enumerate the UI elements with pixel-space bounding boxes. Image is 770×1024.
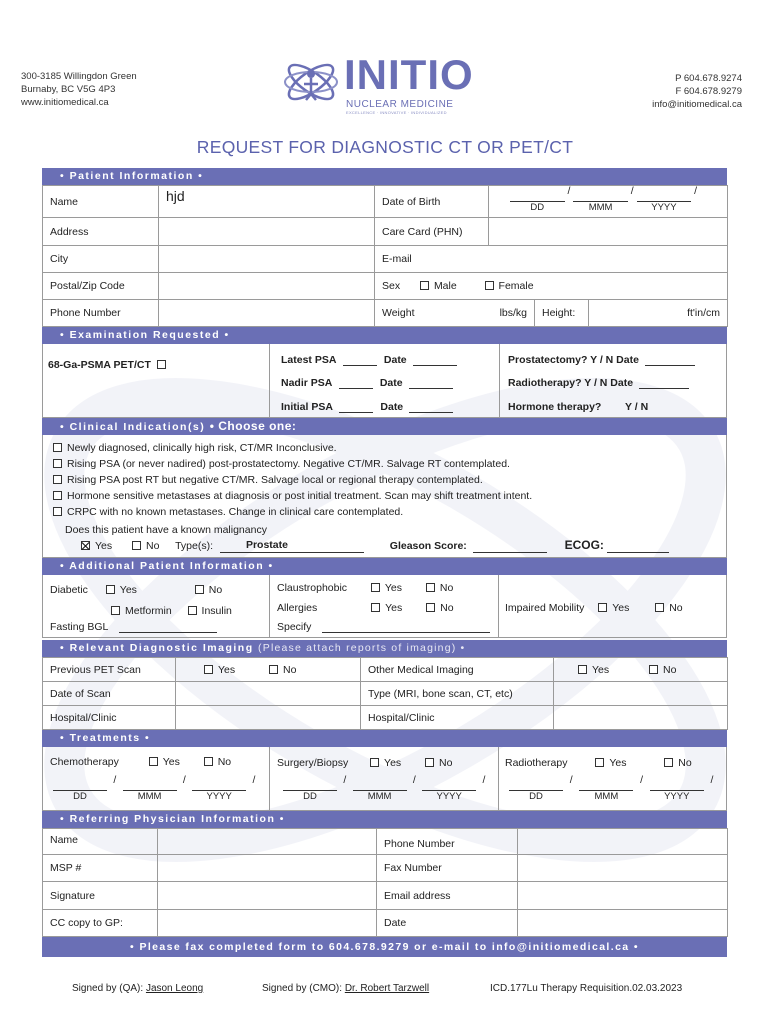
date-scan-field[interactable] [176, 682, 361, 706]
malignancy-row [81, 538, 726, 553]
hospital-field[interactable] [176, 706, 361, 730]
section-additional-patient-information: • Additional Patient Information • [42, 558, 727, 575]
gleason-field[interactable] [473, 552, 547, 553]
height-label: Height: [542, 307, 576, 319]
clinical-option-5-label: CRPC with no known metastases. Change in clinical care contemplated. [67, 506, 404, 518]
clinical-option-5-checkbox[interactable] [53, 507, 62, 516]
diabetic-no-checkbox[interactable] [195, 585, 204, 594]
initial-psa-row[interactable] [281, 401, 453, 413]
radio-row [505, 757, 692, 769]
patient-name-field[interactable]: hjd [159, 186, 375, 218]
qa-name: Jason Leong [145, 983, 204, 994]
chemo-yes-label: Yes [162, 756, 180, 768]
hormone-row[interactable] [508, 401, 648, 413]
referring-table [42, 828, 728, 937]
female-label: Female [498, 280, 534, 292]
diabetic-yes-label: Yes [119, 584, 137, 596]
treatments-box [42, 747, 727, 811]
other-imaging-yes-checkbox[interactable] [578, 665, 587, 674]
ref-name-field[interactable] [158, 829, 377, 855]
section-referring-physician: • Referring Physician Information • [42, 811, 727, 828]
male-label: Male [433, 280, 457, 292]
fasting-row[interactable] [50, 621, 217, 633]
email-label[interactable]: E-mail [375, 246, 728, 273]
mobility-yes-checkbox[interactable] [598, 603, 607, 612]
radiotherapy-row[interactable] [508, 377, 689, 389]
types-field[interactable]: Prostate [220, 538, 364, 553]
fax-number: F 604.678.9279 [675, 86, 742, 97]
clinical-option-1[interactable] [53, 440, 726, 456]
carecard-field[interactable] [489, 218, 728, 246]
clinical-option-1-checkbox[interactable] [53, 443, 62, 452]
clinical-section-title: • Clinical Indication(s) [60, 421, 206, 433]
clinical-option-4-checkbox[interactable] [53, 491, 62, 500]
prev-pet-yes-label: Yes [218, 663, 236, 676]
claustro-yes-checkbox[interactable] [371, 583, 380, 592]
dob-mmm-label: MMM [588, 201, 613, 213]
footer-cmo [262, 983, 429, 994]
footer-qa [72, 983, 203, 994]
postal-label: Postal/Zip Code [43, 273, 159, 300]
weight-label: Weight [382, 307, 415, 319]
psma-checkbox[interactable] [157, 360, 166, 369]
logo-subtitle: NUCLEAR MEDICINE [346, 99, 454, 110]
latest-psa-date-label: Date [383, 354, 407, 366]
exam-test-label: 68-Ga-PSMA PET/CT [48, 359, 151, 371]
surgery-date[interactable]: DD / MMM / YYYY / [283, 780, 493, 802]
clinical-option-3-checkbox[interactable] [53, 475, 62, 484]
sex-label: Sex [382, 280, 401, 292]
surgery-dd: DD [303, 791, 317, 802]
prostatectomy-row[interactable] [508, 354, 695, 366]
surgery-no-label: No [439, 757, 453, 769]
clinical-option-4[interactable] [53, 488, 726, 504]
female-checkbox[interactable] [485, 281, 494, 290]
mobility-yes-label: Yes [612, 602, 630, 614]
specify-row[interactable] [277, 621, 490, 633]
latest-psa-label: Latest PSA [281, 354, 337, 366]
clinical-option-2-label: Rising PSA (or never nadired) post-prostatectomy. Negative CT/MR. Salvage RT contemplated. [67, 458, 510, 470]
height-unit[interactable]: ft'in/cm [589, 300, 728, 327]
medication-row [111, 605, 232, 617]
address-line-2: Burnaby, BC V5G 4P3 [21, 84, 116, 95]
clinical-option-3[interactable] [53, 472, 726, 488]
clinical-option-4-label: Hormone sensitive metastases at diagnosis or post initial treatment. Scan may shift treatment intent. [67, 490, 533, 502]
surgery-yes-checkbox[interactable] [370, 758, 379, 767]
clinical-option-5[interactable] [53, 504, 726, 520]
section-patient-information: • Patient Information • [42, 168, 727, 185]
prev-pet-yes-checkbox[interactable] [204, 665, 213, 674]
surgery-yes-label: Yes [384, 757, 402, 769]
other-imaging-no-label: No [662, 663, 677, 676]
hormone-yn: Y / N [625, 401, 649, 413]
phone-number: P 604.678.9274 [675, 73, 742, 84]
ref-fax-label: Fax Number [377, 855, 518, 882]
diabetic-yes-checkbox[interactable] [106, 585, 115, 594]
diabetic-no-label: No [208, 584, 223, 596]
page-title: REQUEST FOR DIAGNOSTIC CT OR PET/CT [196, 137, 574, 157]
additional-box [42, 575, 727, 638]
male-checkbox[interactable] [420, 281, 429, 290]
address-line-1: 300-3185 Willingdon Green [21, 71, 137, 82]
ref-date-label: Date [377, 910, 518, 937]
name-label: Name [43, 186, 159, 218]
radio-yyyy: YYYY [664, 791, 690, 802]
website-link[interactable]: www.initiomedical.ca [21, 97, 109, 108]
allergies-row [277, 602, 454, 614]
chemo-mmm: MMM [137, 791, 162, 802]
sex-field [375, 273, 728, 300]
radio-mmm: MMM [594, 791, 619, 802]
ref-email-field[interactable] [518, 882, 728, 910]
hospital-label: Hospital/Clinic [43, 706, 176, 730]
claustro-label: Claustrophobic [277, 582, 348, 594]
claustro-yes-label: Yes [384, 582, 403, 594]
atom-icon [282, 54, 340, 110]
other-hospital-label: Hospital/Clinic [361, 706, 554, 730]
city-label: City [43, 246, 159, 273]
nadir-psa-date-label: Date [379, 377, 403, 389]
hormone-label: Hormone therapy? [508, 401, 602, 413]
weight-field[interactable] [375, 300, 589, 327]
claustro-no-label: No [439, 582, 454, 594]
malignancy-no-label: No [145, 540, 160, 552]
specify-label: Specify [277, 621, 312, 633]
clinical-option-2-checkbox[interactable] [53, 459, 62, 468]
chemo-label: Chemotherapy [50, 756, 119, 768]
allergies-no-checkbox[interactable] [426, 603, 435, 612]
clinic-contact [652, 72, 742, 111]
address-field[interactable] [159, 218, 375, 246]
patient-info-table [42, 185, 728, 327]
ref-email-label: Email address [377, 882, 518, 910]
nadir-psa-row[interactable] [281, 377, 453, 389]
radio-date[interactable]: DD / MMM / YYYY / [509, 780, 721, 802]
cc-label: CC copy to GP: [43, 910, 158, 937]
radio-label: Radiotherapy [505, 757, 568, 769]
radio-no-label: No [678, 757, 692, 769]
msp-field[interactable] [158, 855, 377, 882]
latest-psa-row[interactable] [281, 354, 457, 366]
chemo-yyyy: YYYY [206, 791, 232, 802]
radio-yes-checkbox[interactable] [595, 758, 604, 767]
section-clinical-indications [42, 418, 727, 435]
surgery-mmm: MMM [367, 791, 392, 802]
allergies-yes-checkbox[interactable] [371, 603, 380, 612]
prev-pet-label: Previous PET Scan [43, 658, 176, 682]
types-label: Type(s): [175, 540, 214, 552]
chemo-date[interactable]: DD / MMM / YYYY / [53, 780, 263, 802]
surgery-row [277, 757, 452, 769]
surgery-no-checkbox[interactable] [425, 758, 434, 767]
fax-banner: • Please fax completed form to 604.678.9279 or e-mail to info@initiomedical.ca • [42, 937, 727, 957]
exam-test [48, 359, 171, 371]
dob-label: Date of Birth [375, 186, 489, 218]
phone-label: Phone Number [43, 300, 159, 327]
ref-fax-field[interactable] [518, 855, 728, 882]
msp-label: MSP # [43, 855, 158, 882]
insulin-checkbox[interactable] [188, 606, 197, 615]
other-hospital-field[interactable] [554, 706, 728, 730]
carecard-label: Care Card (PHN) [375, 218, 489, 246]
requisition-form [42, 168, 727, 957]
nadir-psa-label: Nadir PSA [281, 377, 332, 389]
signature-field[interactable] [158, 882, 377, 910]
mobility-no-checkbox[interactable] [655, 603, 664, 612]
imaging-type-field[interactable] [554, 682, 728, 706]
phone-field[interactable] [159, 300, 375, 327]
clinic-address [21, 70, 137, 109]
chemo-row [50, 756, 231, 768]
imaging-table [42, 657, 728, 730]
cc-field[interactable] [158, 910, 377, 937]
malignancy-question: Does this patient have a known malignancy [65, 524, 267, 536]
ref-phone-label: Phone Number [377, 829, 518, 855]
clinical-option-1-label: Newly diagnosed, clinically high risk, CT/MR Inconclusive. [67, 442, 337, 454]
date-scan-label: Date of Scan [43, 682, 176, 706]
malignancy-yes-label: Yes [95, 540, 113, 552]
chemo-dd: DD [73, 791, 87, 802]
section-diagnostic-imaging [42, 640, 727, 657]
chemo-no-label: No [217, 756, 232, 768]
mobility-row [505, 602, 683, 614]
ref-phone-field[interactable] [518, 829, 728, 855]
other-imaging-yes-label: Yes [592, 663, 610, 676]
gleason-label: Gleason Score: [389, 540, 467, 552]
metformin-label: Metformin [125, 605, 172, 617]
initial-psa-label: Initial PSA [281, 401, 333, 413]
claustro-no-checkbox[interactable] [426, 583, 435, 592]
ref-name-label: Name [43, 829, 158, 855]
qa-label: Signed by (QA): [72, 983, 144, 994]
initio-logo [282, 50, 472, 116]
ecog-label: ECOG: [564, 538, 604, 552]
dob-yyyy-label: YYYY [651, 201, 677, 213]
prev-pet-options [176, 658, 361, 682]
chemo-no-checkbox[interactable] [204, 757, 213, 766]
section-examination-requested: • Examination Requested • [42, 327, 727, 344]
clinical-box [42, 435, 727, 558]
exam-box [42, 344, 727, 418]
imaging-section-subtitle: (Please attach reports of imaging) • [258, 642, 466, 654]
diabetic-row [50, 584, 222, 596]
imaging-type-label: Type (MRI, bone scan, CT, etc) [361, 682, 554, 706]
malignancy-no-checkbox[interactable] [132, 541, 141, 550]
other-imaging-options [554, 658, 728, 682]
diabetic-label: Diabetic [50, 584, 88, 596]
signature-label: Signature [43, 882, 158, 910]
dob-dd-label: DD [530, 201, 545, 213]
fasting-label: Fasting BGL [50, 621, 108, 633]
radio-yes-label: Yes [609, 757, 627, 769]
clinical-option-3-label: Rising PSA post RT but negative CT/MR. Salvage local or regional therapy contemplated. [67, 474, 483, 486]
initial-psa-date-label: Date [380, 401, 404, 413]
allergies-label: Allergies [277, 602, 318, 614]
other-imaging-no-checkbox[interactable] [649, 665, 658, 674]
surgery-label: Surgery/Biopsy [277, 757, 349, 769]
postal-field[interactable] [159, 273, 375, 300]
clinical-choose-one: • Choose one: [209, 419, 297, 433]
cmo-name: Dr. Robert Tarzwell [344, 983, 430, 994]
radio-dd: DD [529, 791, 543, 802]
address-label: Address [43, 218, 159, 246]
prostatectomy-label: Prostatectomy? Y / N Date [508, 354, 639, 366]
allergies-yes-label: Yes [385, 602, 403, 614]
metformin-checkbox[interactable] [111, 606, 120, 615]
chemo-yes-checkbox[interactable] [149, 757, 158, 766]
logo-text: INITIO [344, 51, 474, 98]
other-imaging-label: Other Medical Imaging [361, 658, 554, 682]
logo-tagline: EXCELLENCE · INNOVATIVE · INDIVIDUALIZED [346, 110, 447, 115]
clinical-option-2[interactable] [53, 456, 726, 472]
section-treatments: • Treatments • [42, 730, 727, 747]
prev-pet-no-checkbox[interactable] [269, 665, 278, 674]
insulin-label: Insulin [201, 605, 232, 617]
city-field[interactable] [159, 246, 375, 273]
imaging-section-title: • Relevant Diagnostic Imaging [60, 642, 254, 654]
email-link[interactable]: info@initiomedical.ca [652, 99, 742, 110]
radiotherapy-label: Radiotherapy? Y / N Date [508, 377, 634, 389]
claustro-row [277, 582, 453, 594]
ecog-field[interactable] [607, 552, 669, 553]
doc-id: ICD.177Lu Therapy Requisition.02.03.2023 [490, 983, 683, 994]
mobility-no-label: No [669, 602, 683, 614]
surgery-yyyy: YYYY [436, 791, 462, 802]
mobility-label: Impaired Mobility [505, 602, 585, 614]
cmo-label: Signed by (CMO): [262, 983, 343, 994]
malignancy-yes-checkbox[interactable] [81, 541, 90, 550]
ref-date-field[interactable] [518, 910, 728, 937]
dob-field[interactable]: DD / MMM / YYYY / [489, 186, 728, 218]
allergies-no-label: No [440, 602, 454, 614]
prev-pet-no-label: No [282, 663, 297, 676]
radio-no-checkbox[interactable] [664, 758, 673, 767]
weight-unit: lbs/kg [499, 307, 527, 319]
